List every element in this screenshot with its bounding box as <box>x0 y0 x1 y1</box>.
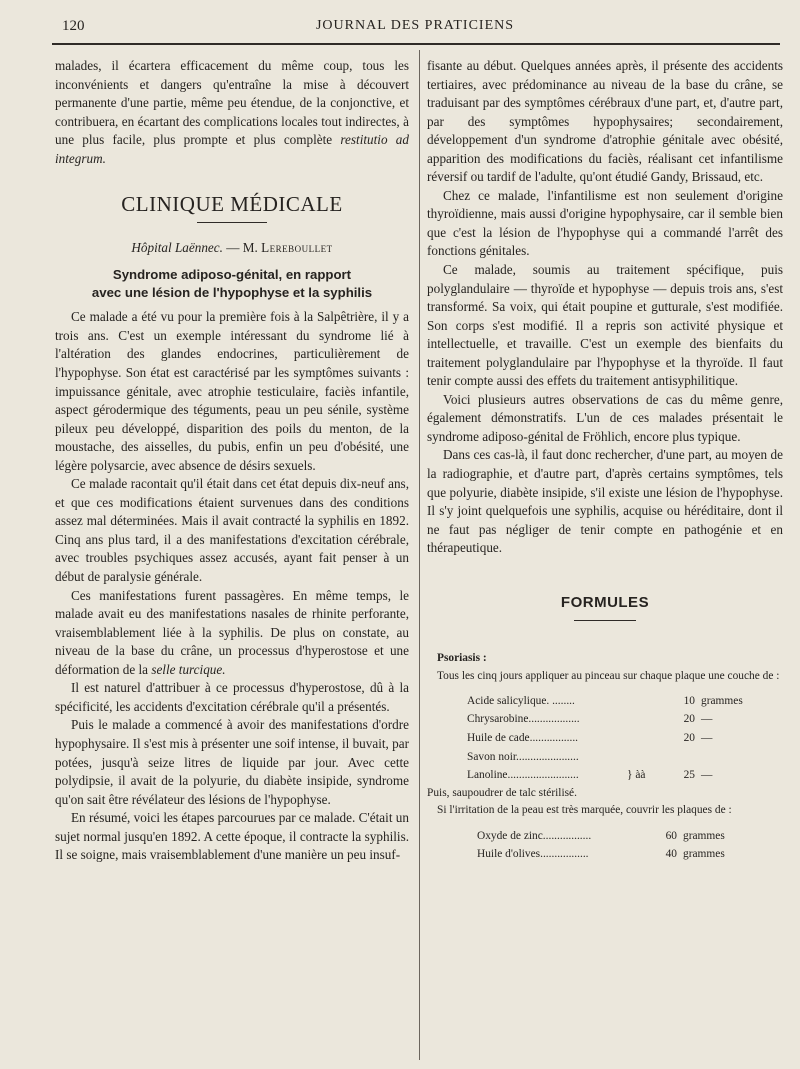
page-number: 120 <box>62 18 85 34</box>
recipe-row <box>467 710 771 729</box>
recipe-ingredient: Chrysarobine.................. <box>467 713 580 726</box>
recipe-ingredient: Oxyde de zinc................. <box>477 829 592 842</box>
body-paragraph: Ce malade racontait qu'il était dans cet état depuis dix-neuf ans, et que ces modifications étaient survenues dans des conditions assez mal déterminées. Mais il avait contracté la syphilis en 1892. Cinq ans plus tard, il a des manifestations d'excitation cérébrale, avec troubles psychiques assez accusés, ayant fait penser à un début de paralysie générale. <box>55 476 409 585</box>
recipe-unit: grammes <box>683 848 725 861</box>
recipe-row <box>477 827 725 846</box>
recipe-table <box>477 827 725 864</box>
recipe-unit: — <box>701 731 713 744</box>
recipe-ingredient: Huile de cade................. <box>467 731 579 744</box>
section-title-rule <box>197 222 267 223</box>
article-title-line: Syndrome adiposo-génital, en rapport <box>112 267 352 283</box>
left-column <box>55 57 409 865</box>
body-paragraph: fisante au début. Quelques années après, il présente des accidents tertiaires, avec prédominance au niveau de la base du crâne, se traduisant par des symptômes cérébraux d'une part, et, d'autre part, par des symptômes hypophysaires; secondairement, développement d'un syndrome d'atrophie génitale avec obésité, apparition des modifications du faciès, réalisant cet infantilisme réversif ou tardif de l'adulte, qu'ont étudié Gandy, Brissaud, etc. <box>427 58 783 185</box>
recipe-row <box>467 692 771 711</box>
recipe-ingredient: Huile d'olives................. <box>477 848 589 861</box>
right-column <box>427 57 783 864</box>
recipe-row <box>467 748 771 767</box>
recipe-unit: — <box>701 713 713 726</box>
formula-heading: Psoriasis : <box>437 652 487 665</box>
body-text: Ces manifestations furent passagères. En même temps, le malade avait eu des manifestations nasales de rhinite perforante, vraisemblablement liée à la syphilis. De plus on constate, au niveau de la base du crâne, un processus d'hyperostose et une déformation de la <box>55 587 409 677</box>
recipe-row <box>467 766 771 785</box>
section-title: CLINIQUE MÉDICALE <box>121 192 343 217</box>
continued-paragraph <box>55 57 409 168</box>
recipe-ingredient: Savon noir...................... <box>467 750 579 763</box>
recipe-unit: — <box>701 769 713 782</box>
page-header <box>50 18 780 42</box>
body-paragraph: Dans ces cas-là, il faut donc rechercher, d'une part, au moyen de la radiographie, et d'autre part, d'après certains symptômes, tels que polyurie, diabète insipide, s'il existe une lésion de l'hypophyse. Il s'y joint quelquefois une syphilis, acquise ou héréditaire, dont il ne faut pas négliger de tenir compte en pathogénie et en thérapeutique. <box>427 447 783 556</box>
body-paragraph <box>55 587 409 680</box>
recipe-quantity: 10 <box>683 694 695 707</box>
byline-separator: — M. <box>222 239 262 255</box>
body-italic: selle turcique. <box>151 661 226 677</box>
recipe-unit: grammes <box>701 694 743 707</box>
body-paragraph: Il est naturel d'attribuer à ce processus d'hyperostose, dû à la spécificité, les accidents d'excitation cérébrale qu'il a présentés. <box>55 680 409 714</box>
recipe-quantity: 25 <box>683 769 695 782</box>
recipe-quantity: 60 <box>665 829 677 842</box>
recipe-unit: grammes <box>683 829 725 842</box>
recipe-ingredient: Lanoline......................... <box>467 769 579 782</box>
formules-title-rule <box>574 620 636 621</box>
recipe-row <box>467 729 771 748</box>
continued-italic: restitutio ad integrum. <box>55 132 409 166</box>
header-rule <box>52 43 780 45</box>
column-rule <box>419 50 420 1060</box>
recipe-quantity: 20 <box>683 731 695 744</box>
recipe-ingredient: Acide salicylique. ........ <box>467 694 575 707</box>
formula-note: Puis, saupoudrer de talc stérilisé. <box>427 786 577 799</box>
article-title <box>55 266 409 301</box>
byline-place: Hôpital Laënnec. <box>131 239 223 255</box>
body-paragraph: Ce malade a été vu pour la première fois à la Salpêtrière, il y a trois ans. C'est un exemple intéressant du syndrome lié à l'altération des glandes endocrines, particulièrement de l'hypophyse. Son état est caractérisé par les symptômes suivants : impuissance génitale, avec atrophie testiculaire, faciès infantile, aspect gérodermique des téguments, peau un peu sénile, système pileux peu développé, disparition des poils du menton, de la moustache, des aisselles, du pubis, enfin un peu d'obésité, une légère polysarcie, avec absence de désirs sexuels. <box>55 309 409 473</box>
body-paragraph: Puis le malade a commencé à avoir des manifestations d'ordre hypophysaire. Il s'est mis à présenter une soif intense, il buvait, par potées, jusqu'à seize litres de liquide par jour. Avec cette polydipsie, il avait de la polyurie, du diabète insipide, syndrome qu'on sait être révélateur des lésions de l'hypophyse. <box>55 717 409 807</box>
body-paragraph: Voici plusieurs autres observations de cas du même genre, également démonstratifs. L'un de ces malades présentait le syndrome adiposo-génital de Fröhlich, encore plus typique. <box>427 391 783 444</box>
formules-title: FORMULES <box>560 593 650 611</box>
recipe-row <box>477 845 725 864</box>
byline-author: Lereboullet <box>261 239 333 255</box>
article-title-line: avec une lésion de l'hypophyse et la syphilis <box>91 284 373 300</box>
recipe-quantity: 40 <box>665 848 677 861</box>
formula-instruction: Si l'irritation de la peau est très marquée, couvrir les plaques de : <box>437 803 732 816</box>
article-byline <box>55 239 409 258</box>
recipe-brace: } àà <box>627 769 646 782</box>
recipe-table <box>467 692 771 785</box>
continued-text: malades, il écartera efficacement du même coup, tous les inconvénients et dangers qu'entraîne la mise à découvert permanente d'une partie, même peu étendue, de la conjonctive, et contribuera, en écartant des complications locales tout indirectes, à une plus facile, plus prompte et plus complète <box>55 58 409 148</box>
body-paragraph: Ce malade, soumis au traitement spécifique, puis polyglandulaire — thyroïde et hypophyse — depuis trois ans, s'est transformé. Sa voix, qui était poupine et gutturale, s'est modifiée. Son corps s'est modifié. Il a repris son activité physique et intellectuelle, et travaille. C'est un exemple des bienfaits du traitement polyglandulaire par l'hypophyse et la thyroïde. Il faut tenir compte aussi des effets du traitement antisyphilitique. <box>427 262 783 389</box>
recipe-quantity: 20 <box>683 713 695 726</box>
running-head: JOURNAL DES PRATICIENS <box>315 18 515 33</box>
body-paragraph: En résumé, voici les étapes parcourues par ce malade. C'était un sujet normal jusqu'en 1892. A cette époque, il contracte la syphilis. Il se soigne, mais vraisemblablement d'une manière un peu insuf- <box>55 810 409 863</box>
body-paragraph: Chez ce malade, l'infantilisme est non seulement d'origine thyroïdienne, mais aussi d'origine hypophysaire, car il semble bien que c'est la lésion de l'hypophyse qui a commandé l'arrêt des fonctions génitales. <box>427 187 783 259</box>
formula-instruction: Tous les cinq jours appliquer au pinceau sur chaque plaque une couche de : <box>437 669 780 682</box>
